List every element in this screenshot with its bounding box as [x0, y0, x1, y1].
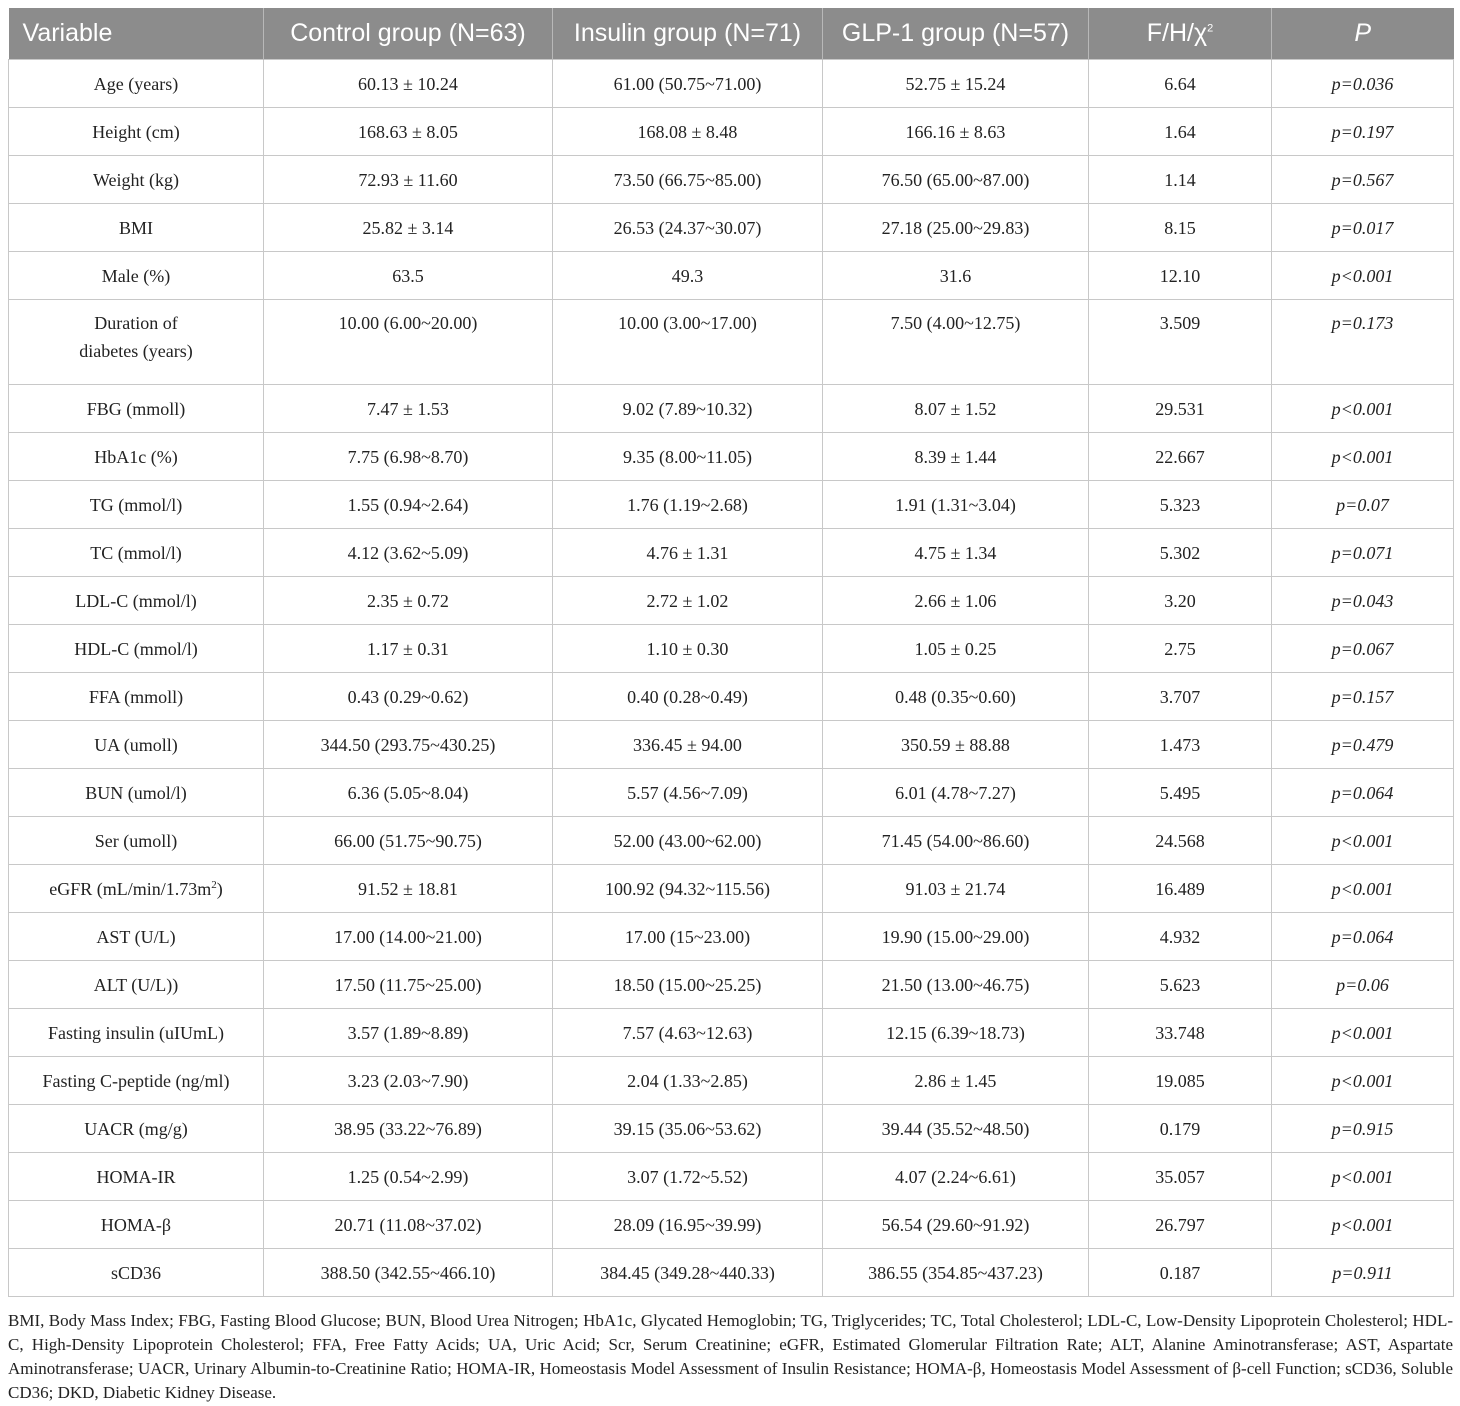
characteristics-table — [8, 8, 1454, 1297]
cell-glp1: 21.50 (13.00~46.75) — [823, 961, 1089, 1009]
cell-statistic: 5.323 — [1089, 481, 1272, 529]
header-control-group: Control group (N=63) — [264, 8, 553, 60]
cell-insulin: 9.02 (7.89~10.32) — [553, 385, 823, 433]
cell-variable: ALT (U/L)) — [9, 961, 264, 1009]
cell-insulin: 61.00 (50.75~71.00) — [553, 60, 823, 108]
header-statistic-sup: 2 — [1207, 22, 1214, 35]
cell-statistic: 6.64 — [1089, 60, 1272, 108]
cell-control: 6.36 (5.05~8.04) — [264, 769, 553, 817]
cell-control: 63.5 — [264, 252, 553, 300]
table-row — [9, 156, 1454, 204]
header-statistic-label: F/H/χ — [1146, 19, 1208, 47]
cell-statistic: 35.057 — [1089, 1153, 1272, 1201]
cell-control: 20.71 (11.08~37.02) — [264, 1201, 553, 1249]
cell-p-value: p=0.071 — [1272, 529, 1454, 577]
cell-variable: HOMA-β — [9, 1201, 264, 1249]
cell-glp1: 4.07 (2.24~6.61) — [823, 1153, 1089, 1201]
cell-control: 25.82 ± 3.14 — [264, 204, 553, 252]
cell-glp1: 4.75 ± 1.34 — [823, 529, 1089, 577]
cell-variable: UA (umoll) — [9, 721, 264, 769]
cell-variable-sup: 2 — [211, 878, 217, 891]
cell-insulin: 5.57 (4.56~7.09) — [553, 769, 823, 817]
cell-control: 72.93 ± 11.60 — [264, 156, 553, 204]
cell-insulin: 1.10 ± 0.30 — [553, 625, 823, 673]
header-insulin-group: Insulin group (N=71) — [553, 8, 823, 60]
cell-variable: UACR (mg/g) — [9, 1105, 264, 1153]
cell-glp1: 27.18 (25.00~29.83) — [823, 204, 1089, 252]
cell-variable: Male (%) — [9, 252, 264, 300]
cell-insulin: 384.45 (349.28~440.33) — [553, 1249, 823, 1297]
cell-control: 0.43 (0.29~0.62) — [264, 673, 553, 721]
cell-control: 91.52 ± 18.81 — [264, 865, 553, 913]
cell-p-value: p<0.001 — [1272, 1201, 1454, 1249]
cell-insulin: 17.00 (15~23.00) — [553, 913, 823, 961]
cell-p-value: p=0.157 — [1272, 673, 1454, 721]
table-row — [9, 204, 1454, 252]
cell-p-value: p=0.915 — [1272, 1105, 1454, 1153]
cell-p-value: p=0.173 — [1272, 300, 1454, 385]
cell-p-value: p=0.067 — [1272, 625, 1454, 673]
cell-glp1: 52.75 ± 15.24 — [823, 60, 1089, 108]
cell-control: 1.55 (0.94~2.64) — [264, 481, 553, 529]
cell-variable: TC (mmol/l) — [9, 529, 264, 577]
cell-p-value: p=0.911 — [1272, 1249, 1454, 1297]
table-row — [9, 300, 1454, 385]
cell-control: 4.12 (3.62~5.09) — [264, 529, 553, 577]
cell-p-value: p<0.001 — [1272, 385, 1454, 433]
cell-glp1: 91.03 ± 21.74 — [823, 865, 1089, 913]
cell-variable: BMI — [9, 204, 264, 252]
cell-variable: BUN (umol/l) — [9, 769, 264, 817]
cell-variable-text: Duration of — [94, 313, 178, 333]
cell-insulin: 7.57 (4.63~12.63) — [553, 1009, 823, 1057]
cell-glp1: 31.6 — [823, 252, 1089, 300]
table-row — [9, 961, 1454, 1009]
table-row — [9, 1153, 1454, 1201]
cell-insulin: 2.72 ± 1.02 — [553, 577, 823, 625]
cell-control: 3.23 (2.03~7.90) — [264, 1057, 553, 1105]
cell-p-value: p<0.001 — [1272, 1153, 1454, 1201]
cell-p-value: p=0.043 — [1272, 577, 1454, 625]
cell-insulin: 26.53 (24.37~30.07) — [553, 204, 823, 252]
table-header — [9, 8, 1454, 60]
cell-control: 3.57 (1.89~8.89) — [264, 1009, 553, 1057]
cell-insulin: 168.08 ± 8.48 — [553, 108, 823, 156]
cell-statistic: 3.707 — [1089, 673, 1272, 721]
cell-variable-text: eGFR (mL/min/1.73m — [49, 878, 212, 899]
cell-variable: AST (U/L) — [9, 913, 264, 961]
cell-statistic: 3.509 — [1089, 300, 1272, 385]
cell-statistic: 1.473 — [1089, 721, 1272, 769]
header-glp1-group: GLP-1 group (N=57) — [823, 8, 1089, 60]
cell-statistic: 33.748 — [1089, 1009, 1272, 1057]
cell-glp1: 6.01 (4.78~7.27) — [823, 769, 1089, 817]
table-container — [8, 8, 1453, 1405]
table-footnote: BMI, Body Mass Index; FBG, Fasting Blood Glucose; BUN, Blood Urea Nitrogen; HbA1c, Glycated Hemoglobin; TG, Triglycerides; TC, Total Cholesterol; LDL-C, Low-Density Lipoprotein Cholesterol; HDL-C, High-Density Lipoprotein Cholesterol; FFA, Free Fatty Acids; UA, Uric Acid; Scr, Serum Creatinine; eGFR, Estimated Glomerular Filtration Rate; ALT, Alanine Aminotransferase; AST, Aspartate Aminotransferase; UACR, Urinary Albumin-to-Creatinine Ratio; HOMA-IR, Homeostasis Model Assessment of Insulin Resistance; HOMA-β, Homeostasis Model Assessment of β-cell Function; sCD36, Soluble CD36; DKD, Diabetic Kidney Disease. — [8, 1311, 1453, 1402]
cell-insulin: 100.92 (94.32~115.56) — [553, 865, 823, 913]
cell-p-value: p<0.001 — [1272, 433, 1454, 481]
cell-statistic: 5.623 — [1089, 961, 1272, 1009]
cell-variable: Ser (umoll) — [9, 817, 264, 865]
cell-insulin: 73.50 (66.75~85.00) — [553, 156, 823, 204]
cell-variable: HbA1c (%) — [9, 433, 264, 481]
cell-glp1: 166.16 ± 8.63 — [823, 108, 1089, 156]
cell-variable: LDL-C (mmol/l) — [9, 577, 264, 625]
table-row — [9, 108, 1454, 156]
cell-insulin: 10.00 (3.00~17.00) — [553, 300, 823, 385]
cell-insulin: 39.15 (35.06~53.62) — [553, 1105, 823, 1153]
cell-insulin: 336.45 ± 94.00 — [553, 721, 823, 769]
cell-statistic: 26.797 — [1089, 1201, 1272, 1249]
cell-statistic: 3.20 — [1089, 577, 1272, 625]
table-row — [9, 1009, 1454, 1057]
cell-statistic: 12.10 — [1089, 252, 1272, 300]
cell-insulin: 2.04 (1.33~2.85) — [553, 1057, 823, 1105]
cell-control: 10.00 (6.00~20.00) — [264, 300, 553, 385]
cell-glp1: 8.39 ± 1.44 — [823, 433, 1089, 481]
cell-p-value: p=0.036 — [1272, 60, 1454, 108]
cell-statistic: 5.302 — [1089, 529, 1272, 577]
cell-glp1: 350.59 ± 88.88 — [823, 721, 1089, 769]
cell-p-value: p<0.001 — [1272, 1009, 1454, 1057]
cell-variable: Fasting C-peptide (ng/ml) — [9, 1057, 264, 1105]
table-row — [9, 673, 1454, 721]
cell-insulin: 52.00 (43.00~62.00) — [553, 817, 823, 865]
cell-glp1: 1.91 (1.31~3.04) — [823, 481, 1089, 529]
cell-glp1: 386.55 (354.85~437.23) — [823, 1249, 1089, 1297]
cell-statistic: 29.531 — [1089, 385, 1272, 433]
cell-statistic: 1.64 — [1089, 108, 1272, 156]
cell-variable — [9, 865, 264, 913]
cell-statistic: 16.489 — [1089, 865, 1272, 913]
cell-p-value: p=0.07 — [1272, 481, 1454, 529]
cell-statistic: 8.15 — [1089, 204, 1272, 252]
header-variable: Variable — [9, 8, 264, 60]
cell-glp1: 39.44 (35.52~48.50) — [823, 1105, 1089, 1153]
table-row — [9, 481, 1454, 529]
cell-variable: HOMA-IR — [9, 1153, 264, 1201]
cell-glp1: 7.50 (4.00~12.75) — [823, 300, 1089, 385]
cell-p-value: p=0.017 — [1272, 204, 1454, 252]
cell-glp1: 2.66 ± 1.06 — [823, 577, 1089, 625]
cell-statistic: 1.14 — [1089, 156, 1272, 204]
cell-p-value: p=0.479 — [1272, 721, 1454, 769]
cell-insulin: 4.76 ± 1.31 — [553, 529, 823, 577]
table-row — [9, 1249, 1454, 1297]
cell-glp1: 2.86 ± 1.45 — [823, 1057, 1089, 1105]
cell-p-value: p<0.001 — [1272, 865, 1454, 913]
cell-control: 66.00 (51.75~90.75) — [264, 817, 553, 865]
cell-insulin: 1.76 (1.19~2.68) — [553, 481, 823, 529]
cell-insulin: 0.40 (0.28~0.49) — [553, 673, 823, 721]
table-row — [9, 433, 1454, 481]
cell-p-value: p=0.06 — [1272, 961, 1454, 1009]
cell-glp1: 1.05 ± 0.25 — [823, 625, 1089, 673]
cell-control: 7.75 (6.98~8.70) — [264, 433, 553, 481]
cell-variable: TG (mmol/l) — [9, 481, 264, 529]
cell-variable: Age (years) — [9, 60, 264, 108]
cell-variable-tail: ) — [216, 878, 223, 899]
header-statistic — [1089, 8, 1272, 60]
cell-variable — [9, 300, 264, 385]
cell-p-value: p<0.001 — [1272, 817, 1454, 865]
cell-control: 2.35 ± 0.72 — [264, 577, 553, 625]
cell-glp1: 12.15 (6.39~18.73) — [823, 1009, 1089, 1057]
cell-p-value: p<0.001 — [1272, 1057, 1454, 1105]
cell-control: 1.17 ± 0.31 — [264, 625, 553, 673]
cell-p-value: p=0.197 — [1272, 108, 1454, 156]
table-row — [9, 1105, 1454, 1153]
table-row — [9, 385, 1454, 433]
cell-p-value: p=0.064 — [1272, 769, 1454, 817]
cell-statistic: 19.085 — [1089, 1057, 1272, 1105]
cell-control: 7.47 ± 1.53 — [264, 385, 553, 433]
table-row — [9, 529, 1454, 577]
cell-variable-line2: diabetes (years) — [79, 341, 193, 361]
cell-glp1: 8.07 ± 1.52 — [823, 385, 1089, 433]
cell-statistic: 0.187 — [1089, 1249, 1272, 1297]
cell-statistic: 24.568 — [1089, 817, 1272, 865]
cell-insulin: 9.35 (8.00~11.05) — [553, 433, 823, 481]
cell-glp1: 0.48 (0.35~0.60) — [823, 673, 1089, 721]
table-body — [9, 60, 1454, 1297]
cell-statistic: 22.667 — [1089, 433, 1272, 481]
cell-glp1: 76.50 (65.00~87.00) — [823, 156, 1089, 204]
cell-variable: Weight (kg) — [9, 156, 264, 204]
table-row — [9, 913, 1454, 961]
cell-control: 60.13 ± 10.24 — [264, 60, 553, 108]
table-row — [9, 865, 1454, 913]
cell-p-value: p=0.567 — [1272, 156, 1454, 204]
cell-glp1: 71.45 (54.00~86.60) — [823, 817, 1089, 865]
cell-insulin: 28.09 (16.95~39.99) — [553, 1201, 823, 1249]
cell-control: 1.25 (0.54~2.99) — [264, 1153, 553, 1201]
table-row — [9, 625, 1454, 673]
cell-variable: sCD36 — [9, 1249, 264, 1297]
table-row — [9, 817, 1454, 865]
cell-glp1: 56.54 (29.60~91.92) — [823, 1201, 1089, 1249]
cell-insulin: 18.50 (15.00~25.25) — [553, 961, 823, 1009]
cell-control: 17.00 (14.00~21.00) — [264, 913, 553, 961]
cell-p-value: p=0.064 — [1272, 913, 1454, 961]
cell-statistic: 4.932 — [1089, 913, 1272, 961]
cell-statistic: 2.75 — [1089, 625, 1272, 673]
table-row — [9, 60, 1454, 108]
cell-insulin: 3.07 (1.72~5.52) — [553, 1153, 823, 1201]
cell-glp1: 19.90 (15.00~29.00) — [823, 913, 1089, 961]
header-row — [9, 8, 1454, 60]
table-row — [9, 252, 1454, 300]
cell-control: 38.95 (33.22~76.89) — [264, 1105, 553, 1153]
table-row — [9, 1057, 1454, 1105]
cell-variable: Height (cm) — [9, 108, 264, 156]
table-row — [9, 577, 1454, 625]
cell-control: 344.50 (293.75~430.25) — [264, 721, 553, 769]
table-row — [9, 721, 1454, 769]
cell-p-value: p<0.001 — [1272, 252, 1454, 300]
cell-control: 168.63 ± 8.05 — [264, 108, 553, 156]
cell-statistic: 0.179 — [1089, 1105, 1272, 1153]
cell-variable: HDL-C (mmol/l) — [9, 625, 264, 673]
table-row — [9, 1201, 1454, 1249]
cell-control: 17.50 (11.75~25.00) — [264, 961, 553, 1009]
cell-statistic: 5.495 — [1089, 769, 1272, 817]
cell-variable: FFA (mmoll) — [9, 673, 264, 721]
cell-control: 388.50 (342.55~466.10) — [264, 1249, 553, 1297]
header-p-value: P — [1272, 8, 1454, 60]
table-row — [9, 769, 1454, 817]
cell-variable: FBG (mmoll) — [9, 385, 264, 433]
cell-variable: Fasting insulin (uIUmL) — [9, 1009, 264, 1057]
cell-insulin: 49.3 — [553, 252, 823, 300]
